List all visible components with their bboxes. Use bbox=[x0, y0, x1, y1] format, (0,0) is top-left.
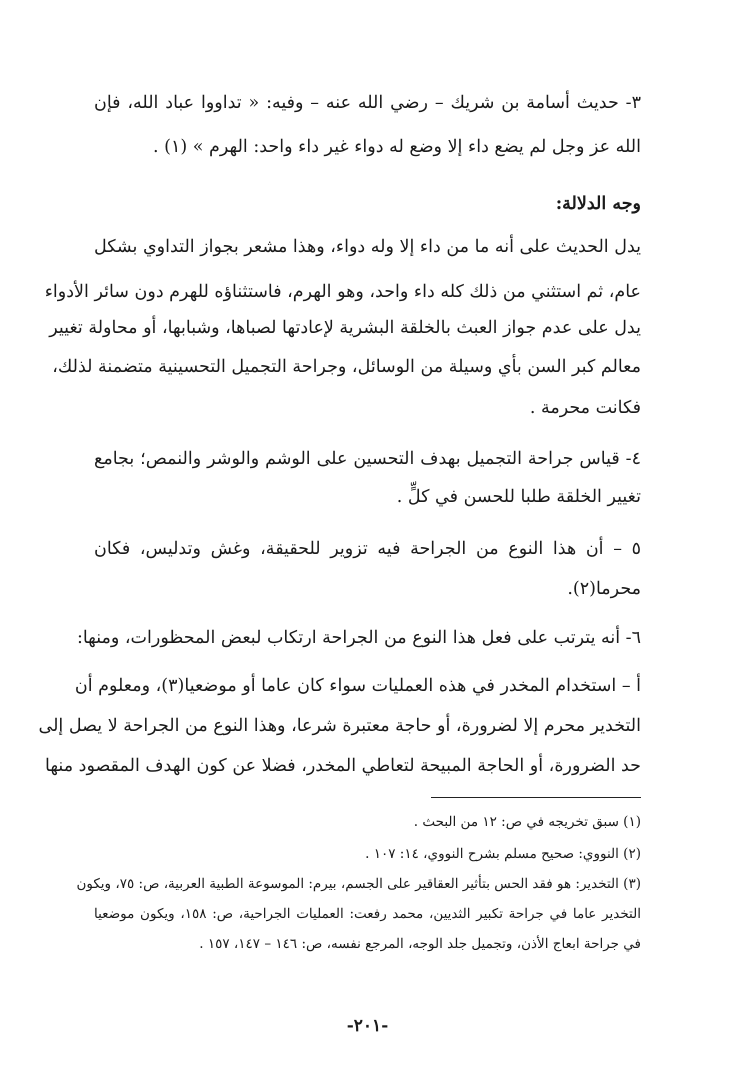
body-line-8: فكانت محرمة . bbox=[529, 398, 641, 418]
body-line-14: أ – استخدام المخدر في هذه العمليات سواء كان عاما أو موضعيا(٣)، ومعلوم أن bbox=[74, 676, 641, 696]
body-line-16: حد الضرورة، أو الحاجة المبيحة لتعاطي المخدر، فضلا عن كون الهدف المقصود منها bbox=[45, 756, 641, 776]
footnote-3-line-2: التخدير عاما في جراحة تكبير الثديين، محمد رفعت: العمليات الجراحية، ص: ١٥٨، ويكون موضعيا bbox=[94, 906, 641, 922]
page-number: -٢٠١- bbox=[346, 1016, 389, 1036]
body-line-1: ٣- حديث أسامة بن شريك – رضي الله عنه – وفيه: « تداووا عباد الله، فإن bbox=[94, 93, 641, 113]
footnote-2: (٢) النووي: صحيح مسلم بشرح النووي، ١٤: ١٠٧ . bbox=[365, 846, 641, 862]
body-line-4: يدل الحديث على أنه ما من داء إلا وله دواء، وهذا مشعر بجواز التداوي بشكل bbox=[94, 237, 641, 257]
body-line-6: يدل على عدم جواز العبث بالخلقة البشرية لإعادتها لصباها، وشبابها، أو محاولة تغيير bbox=[49, 318, 641, 338]
body-line-15: التخدير محرم إلا لضرورة، أو حاجة معتبرة شرعا، وهذا النوع من الجراحة لا يصل إلى bbox=[38, 716, 641, 736]
body-line-7: معالم كبر السن بأي وسيلة من الوسائل، وجراحة التجميل التحسينية متضمنة لذلك، bbox=[52, 357, 641, 377]
body-line-11: ٥ – أن هذا النوع من الجراحة فيه تزوير للحقيقة، وغش وتدليس، فكان bbox=[94, 539, 641, 559]
footnote-1: (١) سبق تخريجه في ص: ١٢ من البحث . bbox=[413, 814, 641, 830]
body-line-5: عام، ثم استثني من ذلك كله داء واحد، وهو الهرم، فاستثناؤه للهرم دون سائر الأدواء bbox=[44, 282, 641, 302]
body-line-10: تغيير الخلقة طلبا للحسن في كلٍّ . bbox=[396, 487, 641, 507]
body-line-9: ٤- قياس جراحة التجميل بهدف التحسين على الوشم والوشر والنمص؛ بجامع bbox=[94, 449, 641, 469]
section-heading: وجه الدلالة: bbox=[555, 194, 641, 214]
footnote-3-line-3: في جراحة ابعاج الأذن، وتجميل جلد الوجه، المرجع نفسه، ص: ١٤٦ – ١٤٧، ١٥٧ . bbox=[199, 936, 641, 952]
body-line-12: محرما(٢). bbox=[567, 579, 641, 599]
body-line-2: الله عز وجل لم يضع داء إلا وضع له دواء غير داء واحد: الهرم » (١) . bbox=[153, 137, 641, 157]
footnote-divider bbox=[431, 797, 641, 798]
body-line-13: ٦- أنه يترتب على فعل هذا النوع من الجراحة ارتكاب لبعض المحظورات، ومنها: bbox=[76, 628, 641, 648]
footnote-3-line-1: (٣) التخدير: هو فقد الحس بتأثير العقاقير على الجسم، بيرم: الموسوعة الطبية العربية، ص: ٧٥، ويكون bbox=[76, 876, 641, 892]
